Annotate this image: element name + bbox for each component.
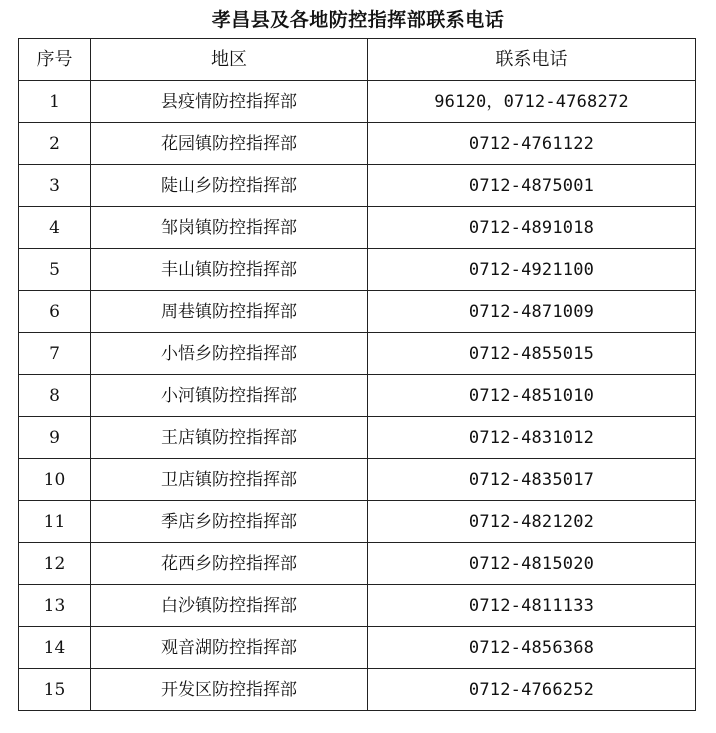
row-index: 5 (19, 249, 91, 291)
row-region: 丰山镇防控指挥部 (91, 249, 368, 291)
row-region: 邹岗镇防控指挥部 (91, 207, 368, 249)
row-phone: 0712-4875001 (368, 165, 696, 207)
table-row (19, 627, 696, 669)
row-phone: 0712-4921100 (368, 249, 696, 291)
table-row (19, 417, 696, 459)
row-phone: 0712-4856368 (368, 627, 696, 669)
row-phone: 96120，0712-4768272 (368, 81, 696, 123)
row-region: 小悟乡防控指挥部 (91, 333, 368, 375)
row-index: 13 (19, 585, 91, 627)
row-index: 12 (19, 543, 91, 585)
table-row (19, 207, 696, 249)
page-title: 孝昌县及各地防控指挥部联系电话 (211, 9, 505, 31)
column-header-region: 地区 (91, 39, 368, 81)
column-header-phone: 联系电话 (368, 39, 696, 81)
row-phone: 0712-4821202 (368, 501, 696, 543)
row-region: 周巷镇防控指挥部 (91, 291, 368, 333)
table-body (19, 81, 696, 711)
table-row (19, 585, 696, 627)
row-phone: 0712-4891018 (368, 207, 696, 249)
row-region: 花园镇防控指挥部 (91, 123, 368, 165)
row-index: 15 (19, 669, 91, 711)
table-row (19, 291, 696, 333)
row-index: 4 (19, 207, 91, 249)
row-phone: 0712-4851010 (368, 375, 696, 417)
row-index: 10 (19, 459, 91, 501)
row-region: 县疫情防控指挥部 (91, 81, 368, 123)
row-region: 白沙镇防控指挥部 (91, 585, 368, 627)
table-row (19, 501, 696, 543)
row-phone: 0712-4831012 (368, 417, 696, 459)
row-phone: 0712-4766252 (368, 669, 696, 711)
row-region: 卫店镇防控指挥部 (91, 459, 368, 501)
row-region: 小河镇防控指挥部 (91, 375, 368, 417)
row-phone: 0712-4811133 (368, 585, 696, 627)
row-phone: 0712-4815020 (368, 543, 696, 585)
table-row (19, 459, 696, 501)
row-phone: 0712-4835017 (368, 459, 696, 501)
row-region: 陡山乡防控指挥部 (91, 165, 368, 207)
row-index: 3 (19, 165, 91, 207)
row-index: 2 (19, 123, 91, 165)
table-row (19, 543, 696, 585)
row-index: 6 (19, 291, 91, 333)
row-index: 1 (19, 81, 91, 123)
table-header-row (19, 39, 696, 81)
table-row (19, 333, 696, 375)
row-phone: 0712-4761122 (368, 123, 696, 165)
table-row (19, 669, 696, 711)
row-region: 王店镇防控指挥部 (91, 417, 368, 459)
row-index: 9 (19, 417, 91, 459)
row-index: 8 (19, 375, 91, 417)
table-row (19, 375, 696, 417)
row-index: 11 (19, 501, 91, 543)
row-region: 开发区防控指挥部 (91, 669, 368, 711)
table-row (19, 81, 696, 123)
contacts-table (18, 38, 696, 711)
row-index: 14 (19, 627, 91, 669)
row-phone: 0712-4855015 (368, 333, 696, 375)
row-region: 季店乡防控指挥部 (91, 501, 368, 543)
row-phone: 0712-4871009 (368, 291, 696, 333)
row-index: 7 (19, 333, 91, 375)
column-header-index: 序号 (19, 39, 91, 81)
row-region: 观音湖防控指挥部 (91, 627, 368, 669)
row-region: 花西乡防控指挥部 (91, 543, 368, 585)
table-row (19, 249, 696, 291)
table-row (19, 123, 696, 165)
table-row (19, 165, 696, 207)
